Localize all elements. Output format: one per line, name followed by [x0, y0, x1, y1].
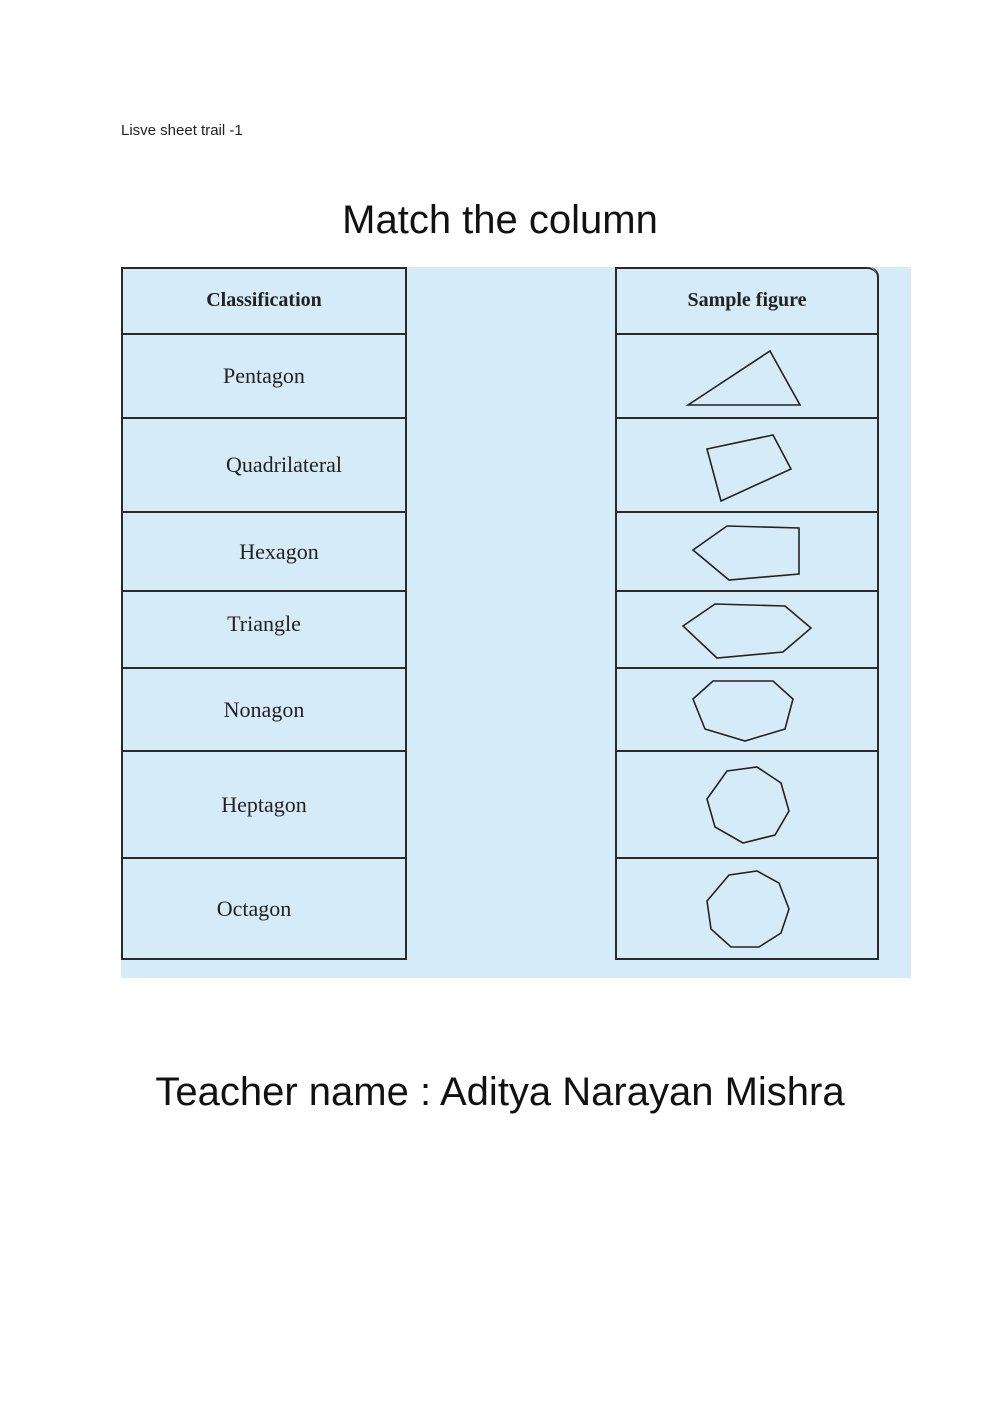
hexagon-figure-icon [679, 598, 815, 662]
sample-figure-header: Sample figure [687, 288, 807, 311]
classification-row [123, 335, 405, 419]
nonagon-figure-icon [697, 867, 797, 951]
heptagon-figure-icon [677, 675, 817, 745]
page-title: Match the column [342, 198, 658, 242]
sample-figure-header-cell [617, 267, 877, 335]
classification-row [123, 592, 405, 669]
classification-header-cell [123, 267, 405, 335]
classification-label: Hexagon [239, 538, 319, 564]
classification-row [123, 513, 405, 592]
figure-row [617, 592, 877, 669]
figure-row [617, 752, 877, 859]
classification-header: Classification [206, 288, 322, 311]
quadrilateral-figure-icon [697, 425, 797, 505]
classification-row [123, 752, 405, 859]
octagon-figure-icon [697, 763, 797, 847]
figure-row [617, 335, 877, 419]
classification-row [123, 669, 405, 752]
figure-row [617, 513, 877, 592]
classification-column [121, 267, 407, 960]
match-table [121, 267, 911, 978]
sample-figure-column [615, 267, 879, 960]
classification-label: Octagon [216, 895, 292, 921]
classification-row [123, 419, 405, 513]
figure-row [617, 859, 877, 960]
classification-label: Pentagon [223, 363, 305, 388]
triangle-figure-icon [682, 341, 812, 411]
header-note: Lisve sheet trail -1 [121, 122, 243, 139]
classification-label: Heptagon [221, 791, 307, 817]
figure-row [617, 419, 877, 513]
classification-label: Quadrilateral [225, 452, 343, 477]
teacher-name: Teacher name : Aditya Narayan Mishra [155, 1070, 845, 1114]
figure-row [617, 669, 877, 752]
classification-label: Triangle [227, 610, 301, 636]
classification-row [123, 859, 405, 960]
pentagon-figure-icon [687, 520, 807, 584]
classification-label: Nonagon [223, 696, 305, 722]
